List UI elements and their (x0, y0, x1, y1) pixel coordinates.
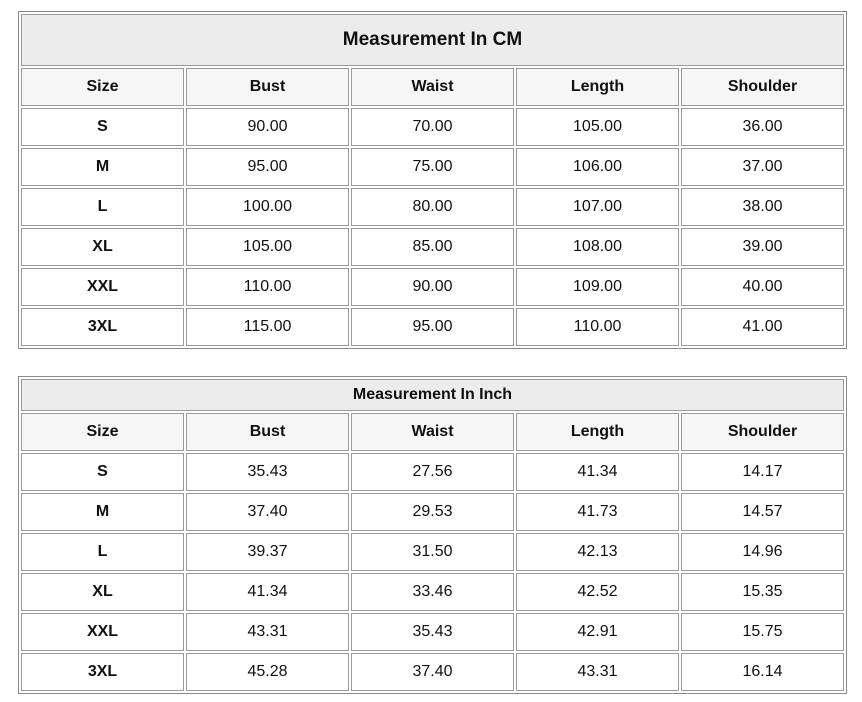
length-cell: 41.34 (516, 453, 679, 491)
size-cell: 3XL (21, 653, 184, 691)
table-row (21, 573, 844, 611)
column-header-bust: Bust (186, 68, 349, 106)
table-title: Measurement In CM (21, 14, 844, 66)
length-cell: 107.00 (516, 188, 679, 226)
waist-cell: 37.40 (351, 653, 514, 691)
waist-cell: 70.00 (351, 108, 514, 146)
size-cell: XL (21, 228, 184, 266)
table-row (21, 308, 844, 346)
size-cell: M (21, 493, 184, 531)
waist-cell: 80.00 (351, 188, 514, 226)
bust-cell: 45.28 (186, 653, 349, 691)
column-header-length: Length (516, 68, 679, 106)
length-cell: 42.52 (516, 573, 679, 611)
waist-cell: 90.00 (351, 268, 514, 306)
column-header-waist: Waist (351, 413, 514, 451)
bust-cell: 115.00 (186, 308, 349, 346)
shoulder-cell: 16.14 (681, 653, 844, 691)
waist-cell: 35.43 (351, 613, 514, 651)
length-cell: 106.00 (516, 148, 679, 186)
waist-cell: 31.50 (351, 533, 514, 571)
shoulder-cell: 15.75 (681, 613, 844, 651)
bust-cell: 95.00 (186, 148, 349, 186)
size-cell: S (21, 108, 184, 146)
table-title: Measurement In Inch (21, 379, 844, 411)
shoulder-cell: 14.57 (681, 493, 844, 531)
shoulder-cell: 39.00 (681, 228, 844, 266)
table-header-row (21, 413, 844, 451)
shoulder-cell: 41.00 (681, 308, 844, 346)
length-cell: 108.00 (516, 228, 679, 266)
table-row (21, 453, 844, 491)
table-row (21, 613, 844, 651)
table-row (21, 148, 844, 186)
shoulder-cell: 15.35 (681, 573, 844, 611)
table-row (21, 493, 844, 531)
size-cell: XXL (21, 613, 184, 651)
bust-cell: 41.34 (186, 573, 349, 611)
table-title-row (21, 379, 844, 411)
waist-cell: 95.00 (351, 308, 514, 346)
bust-cell: 35.43 (186, 453, 349, 491)
table-row (21, 188, 844, 226)
bust-cell: 100.00 (186, 188, 349, 226)
length-cell: 41.73 (516, 493, 679, 531)
table-row (21, 533, 844, 571)
length-cell: 105.00 (516, 108, 679, 146)
waist-cell: 29.53 (351, 493, 514, 531)
column-header-bust: Bust (186, 413, 349, 451)
bust-cell: 105.00 (186, 228, 349, 266)
size-cell: L (21, 188, 184, 226)
inch-measurement-table (18, 376, 847, 694)
table-row (21, 108, 844, 146)
waist-cell: 27.56 (351, 453, 514, 491)
length-cell: 110.00 (516, 308, 679, 346)
size-cell: 3XL (21, 308, 184, 346)
shoulder-cell: 14.17 (681, 453, 844, 491)
shoulder-cell: 40.00 (681, 268, 844, 306)
column-header-length: Length (516, 413, 679, 451)
size-cell: XL (21, 573, 184, 611)
waist-cell: 75.00 (351, 148, 514, 186)
shoulder-cell: 38.00 (681, 188, 844, 226)
table-row (21, 653, 844, 691)
size-cell: S (21, 453, 184, 491)
column-header-size: Size (21, 68, 184, 106)
waist-cell: 33.46 (351, 573, 514, 611)
bust-cell: 43.31 (186, 613, 349, 651)
table-row (21, 228, 844, 266)
column-header-shoulder: Shoulder (681, 413, 844, 451)
table-row (21, 268, 844, 306)
shoulder-cell: 36.00 (681, 108, 844, 146)
column-header-shoulder: Shoulder (681, 68, 844, 106)
length-cell: 109.00 (516, 268, 679, 306)
length-cell: 42.13 (516, 533, 679, 571)
table-title-row (21, 14, 844, 66)
waist-cell: 85.00 (351, 228, 514, 266)
length-cell: 42.91 (516, 613, 679, 651)
size-cell: XXL (21, 268, 184, 306)
bust-cell: 110.00 (186, 268, 349, 306)
shoulder-cell: 14.96 (681, 533, 844, 571)
column-header-size: Size (21, 413, 184, 451)
length-cell: 43.31 (516, 653, 679, 691)
shoulder-cell: 37.00 (681, 148, 844, 186)
column-header-waist: Waist (351, 68, 514, 106)
size-cell: M (21, 148, 184, 186)
cm-measurement-table (18, 11, 847, 349)
size-cell: L (21, 533, 184, 571)
table-header-row (21, 68, 844, 106)
bust-cell: 39.37 (186, 533, 349, 571)
bust-cell: 37.40 (186, 493, 349, 531)
bust-cell: 90.00 (186, 108, 349, 146)
